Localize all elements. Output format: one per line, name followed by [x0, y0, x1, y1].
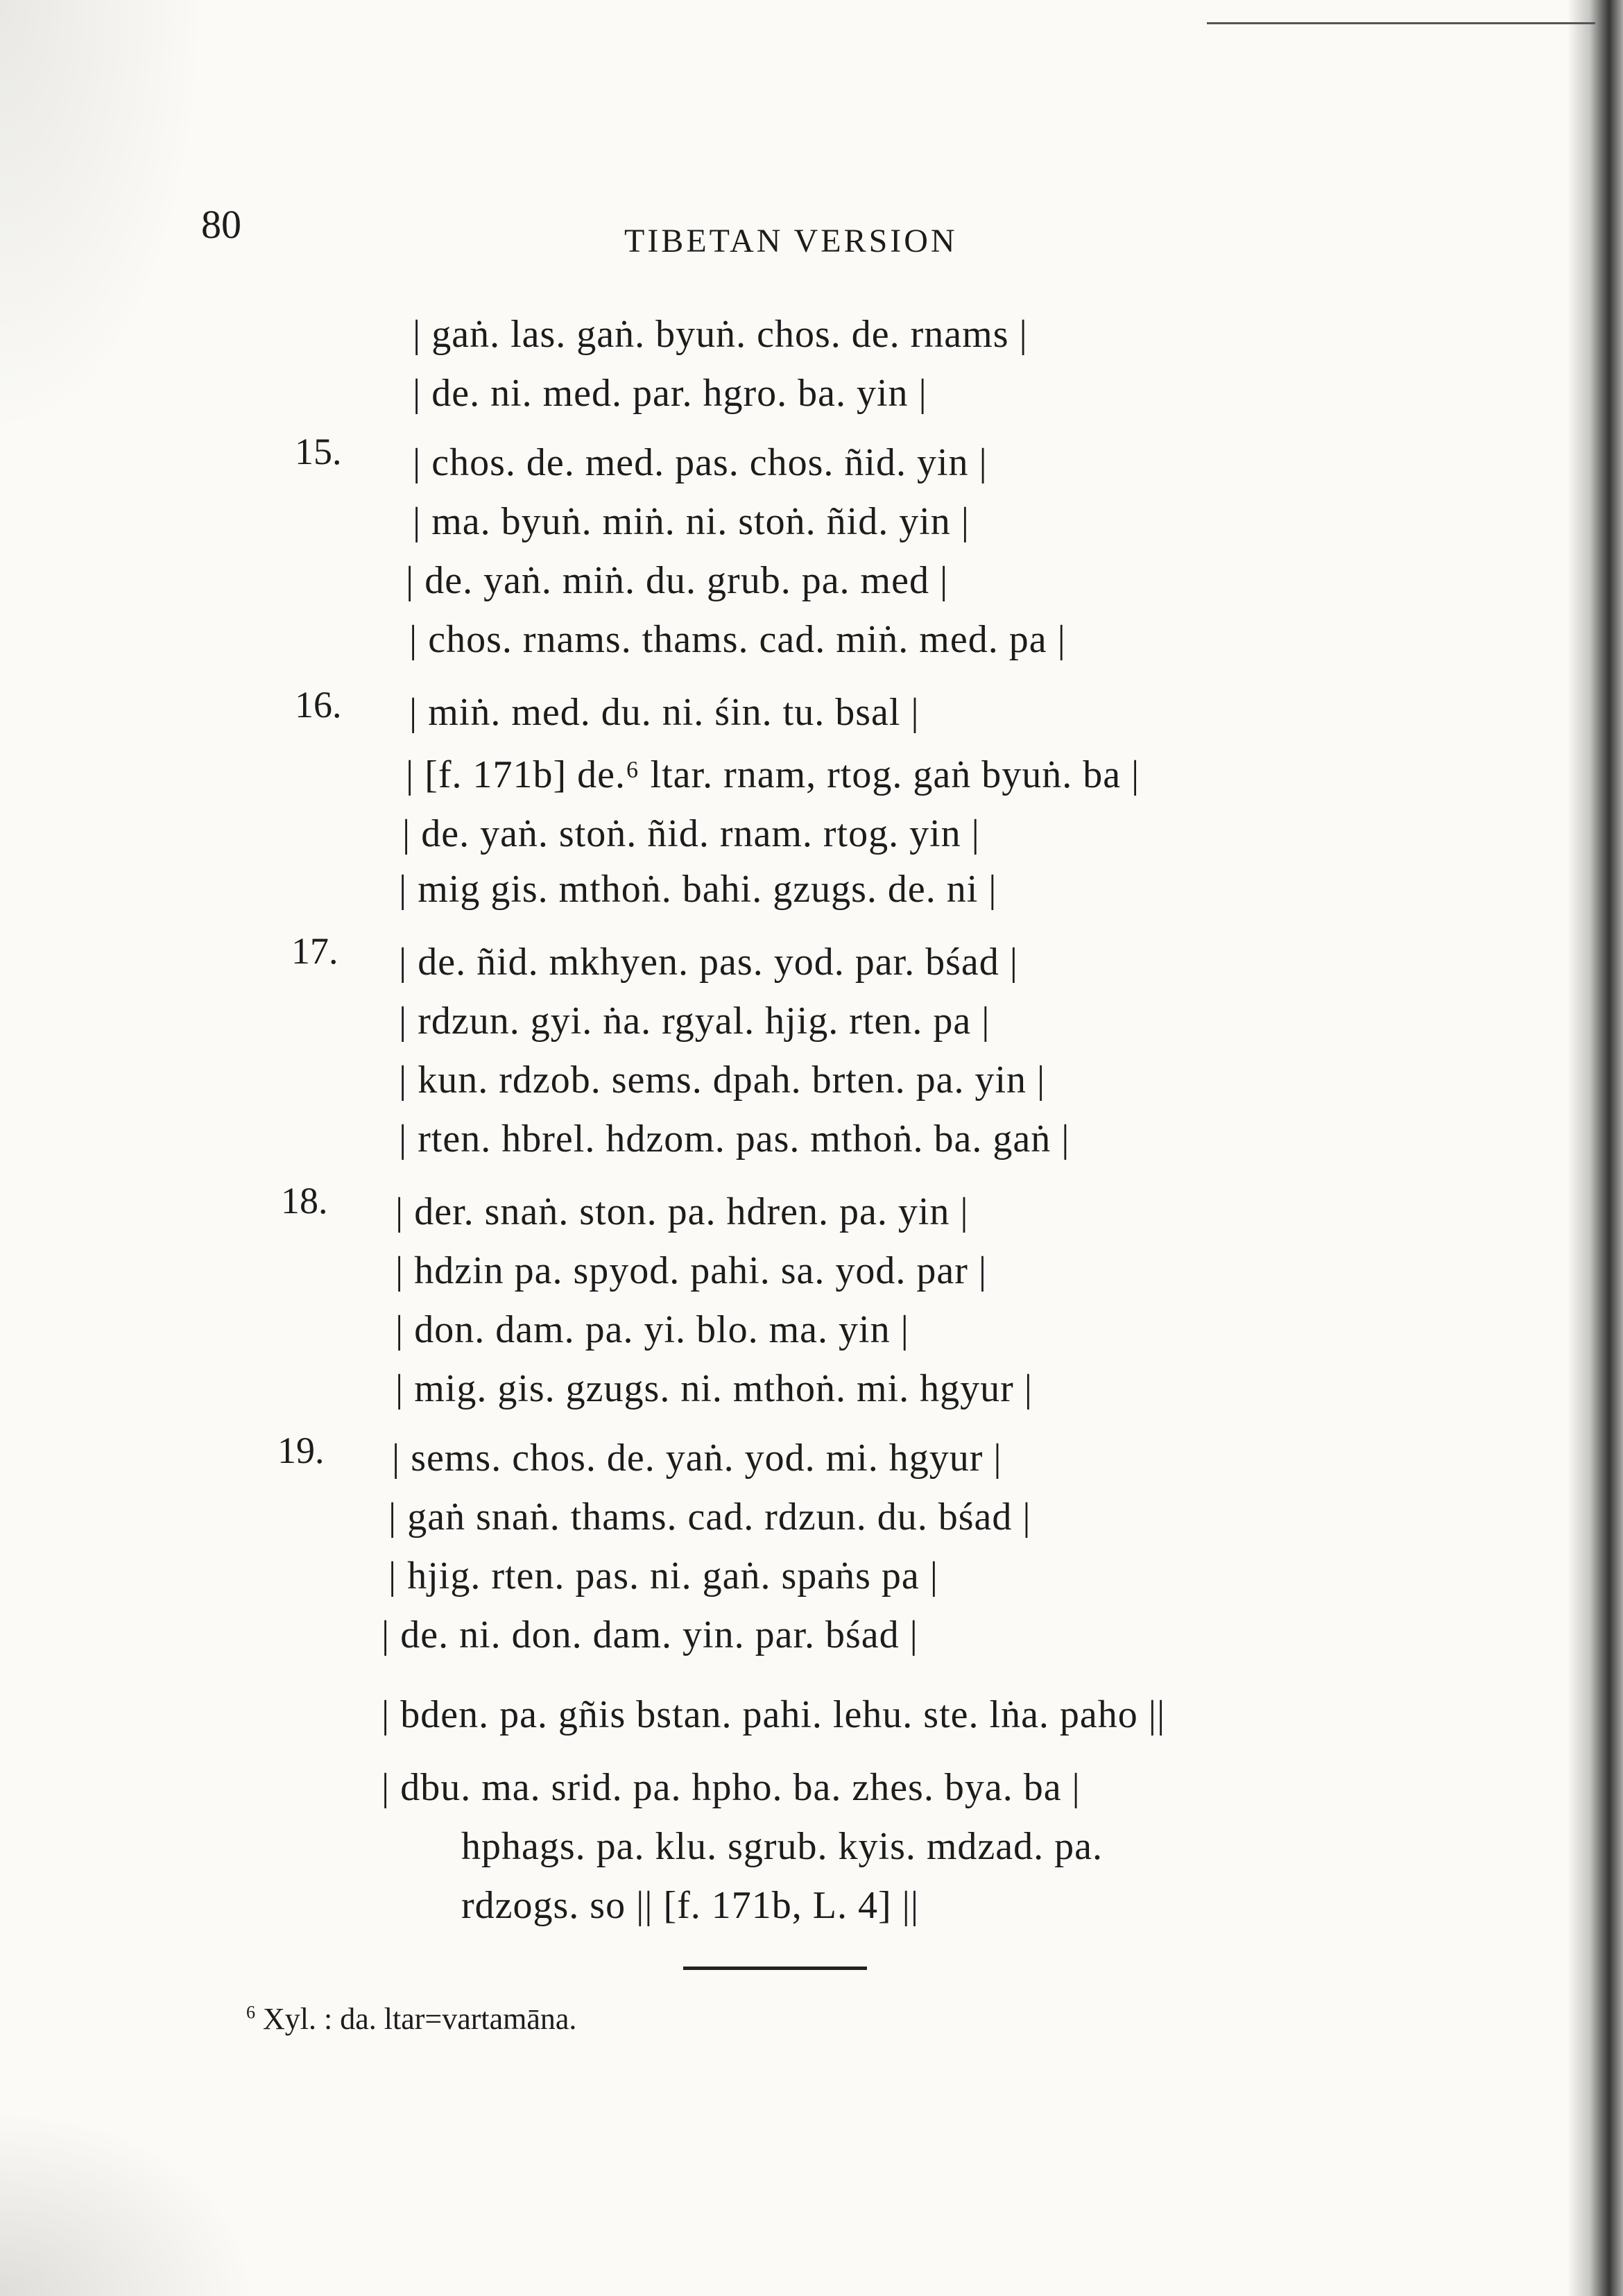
- top-edge-line: [1207, 22, 1595, 24]
- footnote-marker: 6: [246, 2002, 255, 2023]
- colophon-line-4: rdzogs. so || [f. 171b, L. 4] ||: [461, 1884, 920, 1927]
- verse-line-16: | hdzin pa. spyod. pahi. sa. yod. par |: [395, 1249, 988, 1292]
- verse-line-18: | mig. gis. gzugs. ni. mthoṅ. mi. hgyur |: [395, 1367, 1033, 1410]
- stanza-number-16: 16.: [295, 684, 342, 726]
- verse-line-14: | rten. hbrel. hdzom. pas. mthoṅ. ba. gaṅ |: [399, 1117, 1070, 1160]
- verse-line-10: | mig gis. mthoṅ. bahi. gzugs. de. ni |: [399, 868, 997, 911]
- footnote-text: Xyl. : da. ltar=vartamāna.: [263, 2002, 577, 2036]
- verse-line-1: | gaṅ. las. gaṅ. byuṅ. chos. de. rnams |: [413, 313, 1028, 356]
- verse-line-11: | de. ñid. mkhyen. pas. yod. par. bśad |: [399, 941, 1018, 984]
- footnote-separator: [683, 1967, 867, 1970]
- stanza-number-19: 19.: [277, 1430, 325, 1471]
- verse-line-17: | don. dam. pa. yi. blo. ma. yin |: [395, 1308, 909, 1351]
- verse-line-15: | der. snaṅ. ston. pa. hdren. pa. yin |: [395, 1190, 969, 1233]
- verse-line-13: | kun. rdzob. sems. dpah. brten. pa. yin |: [399, 1059, 1046, 1102]
- verse-line-19: | sems. chos. de. yaṅ. yod. mi. hgyur |: [392, 1437, 1002, 1480]
- footnote: [246, 2001, 576, 2037]
- verse-line-5: | de. yaṅ. miṅ. du. grub. pa. med |: [406, 559, 949, 602]
- verse-line-20: | gaṅ snaṅ. thams. cad. rdzun. du. bśad |: [388, 1496, 1031, 1539]
- stanza-number-17: 17.: [291, 930, 338, 972]
- verse-line-9: | de. yaṅ. stoṅ. ñid. rnam. rtog. yin |: [402, 812, 980, 855]
- verse-line-6: | chos. rnams. thams. cad. miṅ. med. pa |: [409, 618, 1066, 661]
- stanza-number-18: 18.: [281, 1180, 328, 1222]
- verse-line-21: | hjig. rten. pas. ni. gaṅ. spaṅs pa |: [388, 1554, 938, 1597]
- verse-line-12: | rdzun. gyi. ṅa. rgyal. hjig. rten. pa |: [399, 1000, 990, 1043]
- page-number: 80: [201, 202, 241, 247]
- binding-shadow: [1568, 0, 1623, 2296]
- verse-line-8: | [f. 171b] de.⁶ ltar. rnam, rtog. gaṅ byuṅ. ba |: [406, 753, 1140, 796]
- verse-line-7: | miṅ. med. du. ni. śin. tu. bsal |: [409, 691, 920, 734]
- running-head: TIBETAN VERSION: [624, 223, 958, 259]
- verse-line-3: | chos. de. med. pas. chos. ñid. yin |: [413, 441, 988, 484]
- stanza-number-15: 15.: [295, 431, 342, 472]
- verse-line-4: | ma. byuṅ. miṅ. ni. stoṅ. ñid. yin |: [413, 500, 970, 543]
- colophon-line-3: hphags. pa. klu. sgrub. kyis. mdzad. pa.: [461, 1825, 1103, 1868]
- verse-line-2: | de. ni. med. par. hgro. ba. yin |: [413, 372, 927, 415]
- colophon-line-1: | bden. pa. gñis bstan. pahi. lehu. ste. lṅa. paho ||: [381, 1693, 1166, 1736]
- verse-line-22: | de. ni. don. dam. yin. par. bśad |: [381, 1613, 918, 1656]
- colophon-line-2: | dbu. ma. srid. pa. hpho. ba. zhes. bya. ba |: [381, 1766, 1081, 1809]
